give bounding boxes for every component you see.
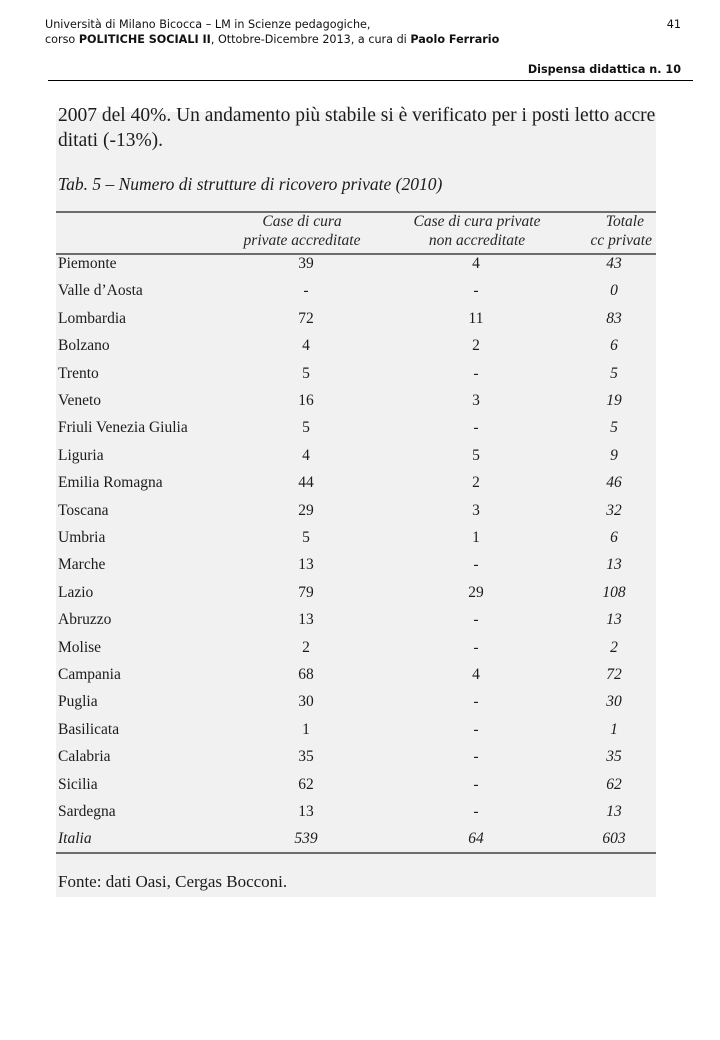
non-accreditate-cell: 29 (468, 583, 484, 601)
accreditate-cell: 13 (298, 803, 314, 820)
table-row (56, 474, 656, 501)
header-line-1: Università di Milano Bicocca – LM in Scienze pedagogiche, (45, 18, 371, 31)
header-mid: , Ottobre-Dicembre 2013, a cura di (210, 33, 411, 46)
column-header-non-accreditate (392, 212, 562, 250)
accreditate-cell: 62 (298, 775, 314, 793)
non-accreditate-cell: - (473, 693, 479, 711)
totale-cell: 5 (610, 419, 618, 437)
non-accreditate-cell: 2 (472, 337, 480, 355)
non-accreditate-cell: 2 (472, 474, 480, 492)
table-caption: Tab. 5 – Numero di strutture di ricovero private (2010) (58, 174, 443, 194)
non-accreditate-cell: - (473, 638, 479, 656)
region-cell: Campania (58, 666, 121, 683)
table-row (56, 255, 656, 282)
region-cell: Marche (58, 556, 106, 574)
accreditate-cell: 44 (298, 474, 314, 492)
table-row (56, 666, 656, 693)
region-cell: Italia (58, 830, 92, 848)
region-cell: Emilia Romagna (58, 474, 163, 492)
header-line-2 (45, 32, 685, 47)
totale-cell: 2 (610, 638, 618, 656)
region-cell: Lombardia (58, 309, 127, 327)
table-row (56, 721, 656, 748)
non-accreditate-cell: - (473, 720, 479, 738)
totale-cell: 35 (606, 748, 622, 766)
accreditate-cell: - (303, 282, 309, 300)
accreditate-cell: 5 (302, 419, 310, 437)
non-accreditate-cell: 3 (472, 501, 480, 519)
region-cell: Sardegna (58, 803, 116, 820)
column-header-line: Case di cura private (413, 213, 541, 230)
region-cell: Basilicata (58, 720, 120, 738)
table-row (56, 776, 656, 803)
non-accreditate-cell: - (473, 419, 479, 437)
accreditate-cell: 79 (298, 583, 314, 601)
totale-cell: 13 (606, 803, 622, 820)
table-row (56, 502, 656, 529)
accreditate-cell: 1 (302, 720, 310, 738)
totale-cell: 9 (610, 446, 618, 464)
column-header-line: private accreditate (243, 232, 361, 249)
totale-cell: 46 (606, 474, 622, 492)
non-accreditate-cell: - (473, 803, 479, 820)
accreditate-cell: 29 (298, 501, 314, 519)
table-row (56, 639, 656, 666)
table-row (56, 693, 656, 720)
totale-cell: 1 (610, 720, 618, 738)
non-accreditate-cell: - (473, 282, 479, 300)
accreditate-cell: 4 (302, 337, 310, 355)
table-row (56, 447, 656, 474)
region-cell: Liguria (58, 446, 104, 464)
table-row (56, 556, 656, 583)
table-bottom-rule (56, 852, 656, 854)
column-header-line: Case di cura (262, 213, 342, 230)
region-cell: Piemonte (58, 255, 117, 272)
accreditate-cell: 30 (298, 693, 314, 711)
page-number: 41 (666, 18, 681, 31)
accreditate-cell: 2 (302, 638, 310, 656)
non-accreditate-cell: 4 (472, 255, 480, 272)
table-row (56, 529, 656, 556)
accreditate-cell: 72 (298, 309, 314, 327)
region-cell: Molise (58, 638, 102, 656)
non-accreditate-cell: - (473, 611, 479, 629)
region-cell: Valle d’Aosta (58, 282, 143, 300)
author-name: Paolo Ferrario (410, 33, 500, 46)
header-divider (48, 80, 693, 81)
accreditate-cell: 4 (302, 446, 310, 464)
region-cell: Abruzzo (58, 611, 112, 629)
accreditate-cell: 5 (302, 529, 310, 546)
column-header-line: non accreditate (428, 232, 526, 249)
non-accreditate-cell: 4 (472, 666, 480, 683)
accreditate-cell: 13 (298, 556, 314, 574)
totale-cell: 32 (606, 501, 622, 519)
accreditate-cell: 35 (298, 748, 314, 766)
totale-cell: 72 (606, 666, 622, 683)
table-row (56, 803, 656, 830)
non-accreditate-cell: 11 (468, 309, 484, 327)
totale-cell: 13 (606, 611, 622, 629)
scanned-page (56, 95, 656, 897)
non-accreditate-cell: 3 (472, 392, 480, 409)
non-accreditate-cell: - (473, 556, 479, 574)
accreditate-cell: 13 (298, 611, 314, 629)
column-header-totale (568, 212, 656, 250)
non-accreditate-cell: - (473, 364, 479, 382)
non-accreditate-cell: 64 (468, 830, 484, 848)
table-row (56, 365, 656, 392)
region-cell: Bolzano (58, 337, 110, 355)
totale-cell: 603 (602, 830, 626, 848)
accreditate-cell: 5 (302, 364, 310, 382)
totale-cell: 13 (606, 556, 622, 574)
region-cell: Umbria (58, 529, 106, 546)
non-accreditate-cell: - (473, 748, 479, 766)
region-cell: Friuli Venezia Giulia (58, 419, 188, 437)
accreditate-cell: 539 (294, 830, 318, 848)
region-cell: Sicilia (58, 775, 98, 793)
totale-cell: 19 (606, 392, 622, 409)
accreditate-cell: 39 (298, 255, 314, 272)
totale-cell: 6 (610, 337, 618, 355)
table-row (56, 392, 656, 419)
totale-cell: 6 (610, 529, 618, 546)
region-cell: Toscana (58, 501, 109, 519)
column-header-accreditate (232, 212, 372, 250)
region-cell: Trento (58, 364, 99, 382)
region-cell: Puglia (58, 693, 98, 711)
intro-line-2: ditati (-13%). (58, 130, 164, 151)
header-prefix: corso (45, 33, 79, 46)
table-source: Fonte: dati Oasi, Cergas Bocconi. (58, 872, 288, 891)
non-accreditate-cell: 1 (472, 529, 480, 546)
intro-paragraph (58, 103, 656, 153)
non-accreditate-cell: - (473, 775, 479, 793)
region-cell: Lazio (58, 583, 94, 601)
non-accreditate-cell: 5 (472, 446, 480, 464)
accreditate-cell: 68 (298, 666, 314, 683)
totale-cell: 0 (610, 282, 618, 300)
totale-cell: 30 (606, 693, 622, 711)
table-row (56, 337, 656, 364)
column-header-line: Totale (605, 213, 644, 230)
totale-cell: 62 (606, 775, 622, 793)
totale-cell: 43 (606, 255, 622, 272)
dispensa-label: Dispensa didattica n. 10 (527, 63, 681, 76)
course-name: POLITICHE SOCIALI II (78, 33, 211, 46)
table-row (56, 282, 656, 309)
intro-line-1: 2007 del 40%. Un andamento più stabile si è verificato per i posti letto accre (58, 105, 656, 126)
region-cell: Veneto (58, 392, 102, 409)
table-row (56, 310, 656, 337)
totale-cell: 83 (606, 309, 622, 327)
table-row (56, 584, 656, 611)
accreditate-cell: 16 (298, 392, 314, 409)
totale-cell: 5 (610, 364, 618, 382)
table-row (56, 419, 656, 446)
region-cell: Calabria (58, 748, 111, 766)
table-row (56, 611, 656, 638)
page-header (45, 17, 685, 76)
column-header-line: cc private (590, 232, 652, 249)
totale-cell: 108 (602, 583, 626, 601)
table-row (56, 748, 656, 775)
